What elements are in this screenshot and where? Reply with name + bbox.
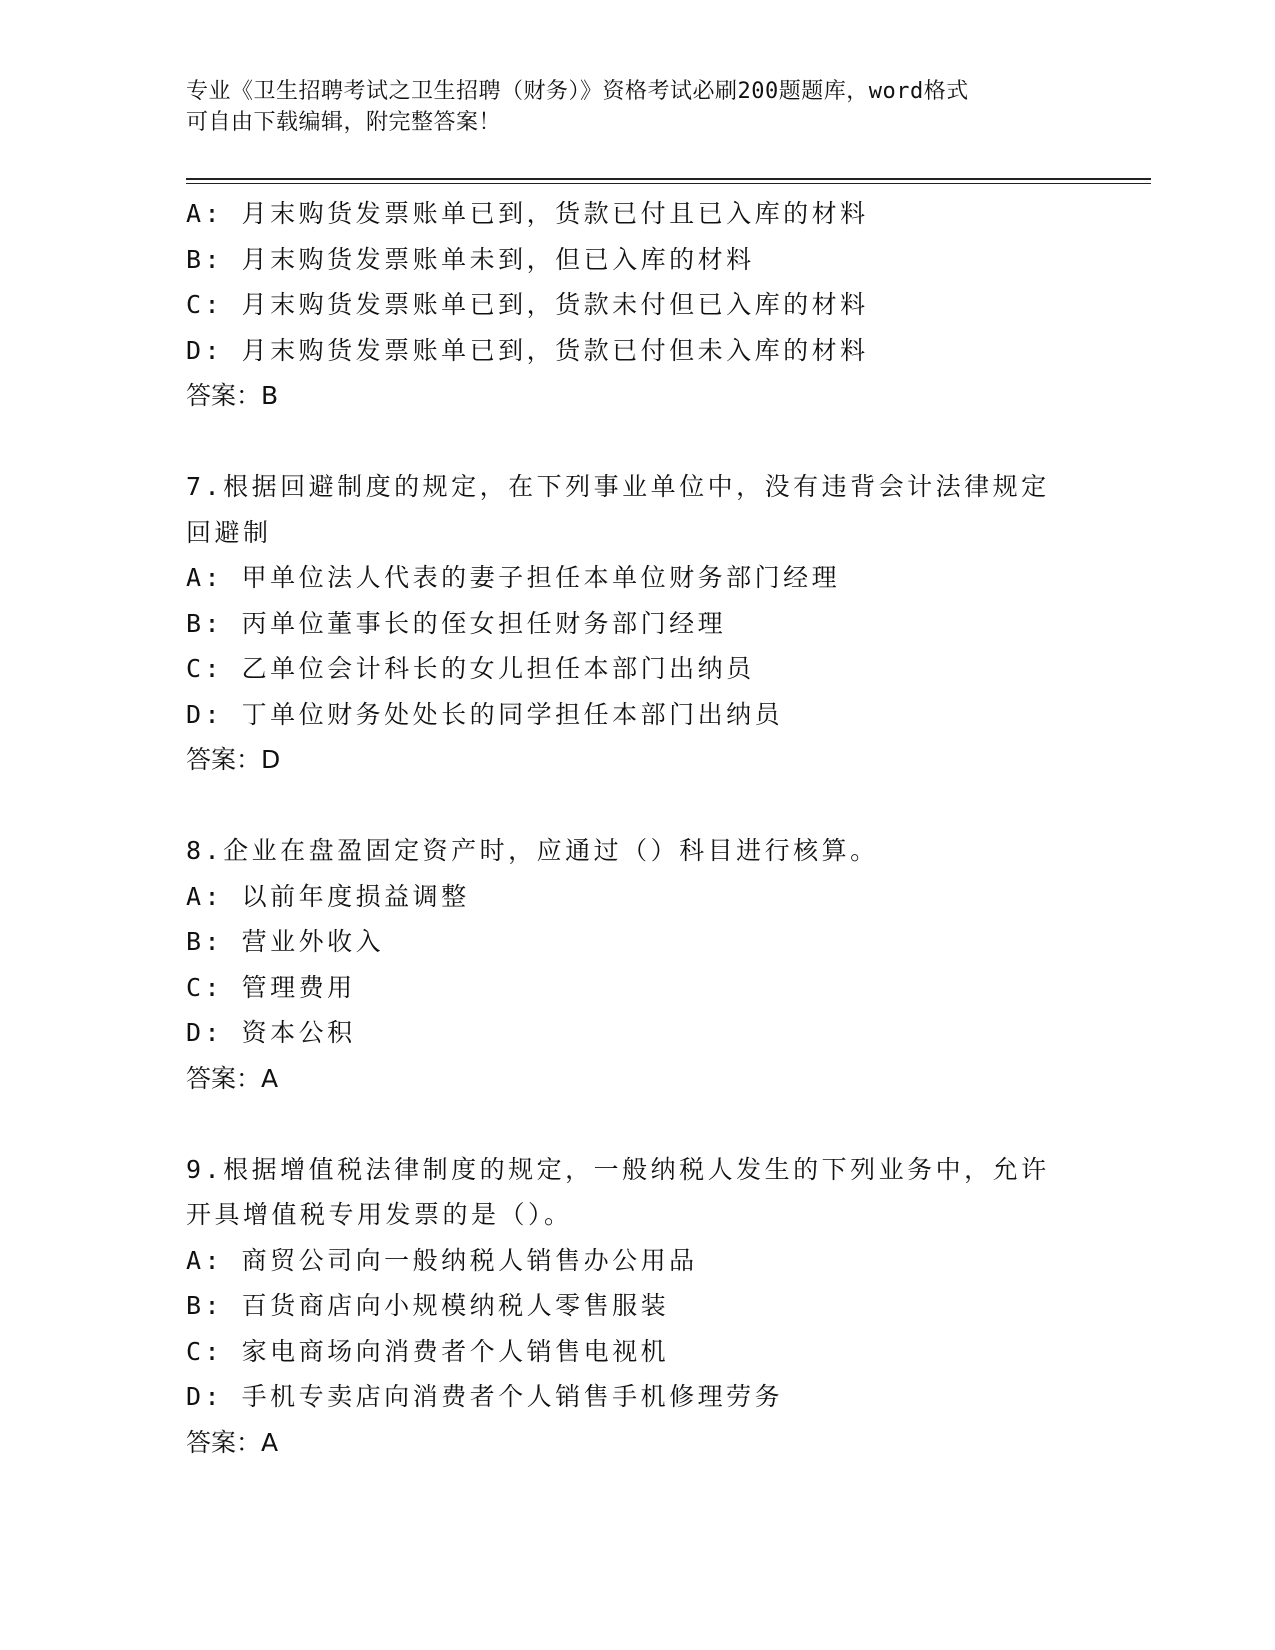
option-d: D: 资本公积: [186, 1018, 356, 1047]
option-c: C: 家电商场向消费者个人销售电视机: [186, 1336, 670, 1366]
option-a: A: 以前年度损益调整: [186, 881, 470, 911]
question-stem-line-1: 7.根据回避制度的规定，在下列事业单位中，没有违背会计法律规定: [186, 472, 1050, 501]
option-b: B: 丙单位董事长的侄女担任财务部门经理: [186, 608, 727, 638]
option-a: A: 月末购货发票账单已到，货款已付且已入库的材料: [186, 199, 869, 228]
option-d: D: 手机专卖店向消费者个人销售手机修理劳务: [186, 1382, 784, 1411]
header-rule-thin: [186, 183, 1151, 184]
question-list: [186, 191, 1086, 1465]
option-c: C: 管理费用: [186, 972, 356, 1002]
option-b: B: 百货商店向小规模纳税人零售服装: [186, 1291, 670, 1320]
question-7: [186, 464, 1086, 783]
option-b: B: 月末购货发票账单未到，但已入库的材料: [186, 244, 755, 274]
option-a: A: 甲单位法人代表的妻子担任本单位财务部门经理: [186, 563, 841, 592]
option-a: A: 商贸公司向一般纳税人销售办公用品: [186, 1245, 698, 1275]
header-rule-thick: [186, 178, 1151, 180]
option-c: C: 月末购货发票账单已到，货款未付但已入库的材料: [186, 290, 869, 319]
question-9: [186, 1147, 1086, 1466]
question-stem-line-2: 回避制: [186, 517, 272, 547]
answer: 答案：D: [186, 745, 281, 774]
document-header: [186, 76, 1056, 138]
question-stem-line-2: 开具增值税专用发票的是（）。: [186, 1200, 573, 1229]
question-stem-line-1: 8.企业在盘盈固定资产时，应通过（）科目进行核算。: [186, 836, 879, 865]
question-6: [186, 191, 1086, 419]
question-8: [186, 828, 1086, 1101]
header-line-1: 专业《卫生招聘考试之卫生招聘（财务）》资格考试必刷200题题库，word格式: [186, 79, 969, 104]
answer: 答案：A: [186, 1427, 279, 1457]
answer: 答案：B: [186, 381, 279, 410]
answer: 答案：A: [186, 1063, 279, 1093]
question-stem-line-1: 9.根据增值税法律制度的规定，一般纳税人发生的下列业务中，允许: [186, 1154, 1050, 1184]
option-c: C: 乙单位会计科长的女儿担任本部门出纳员: [186, 654, 755, 683]
header-line-2: 可自由下载编辑，附完整答案！: [186, 110, 502, 135]
option-b: B: 营业外收入: [186, 927, 385, 956]
option-d: D: 月末购货发票账单已到，货款已付但未入库的材料: [186, 335, 869, 365]
option-d: D: 丁单位财务处处长的同学担任本部门出纳员: [186, 699, 784, 729]
